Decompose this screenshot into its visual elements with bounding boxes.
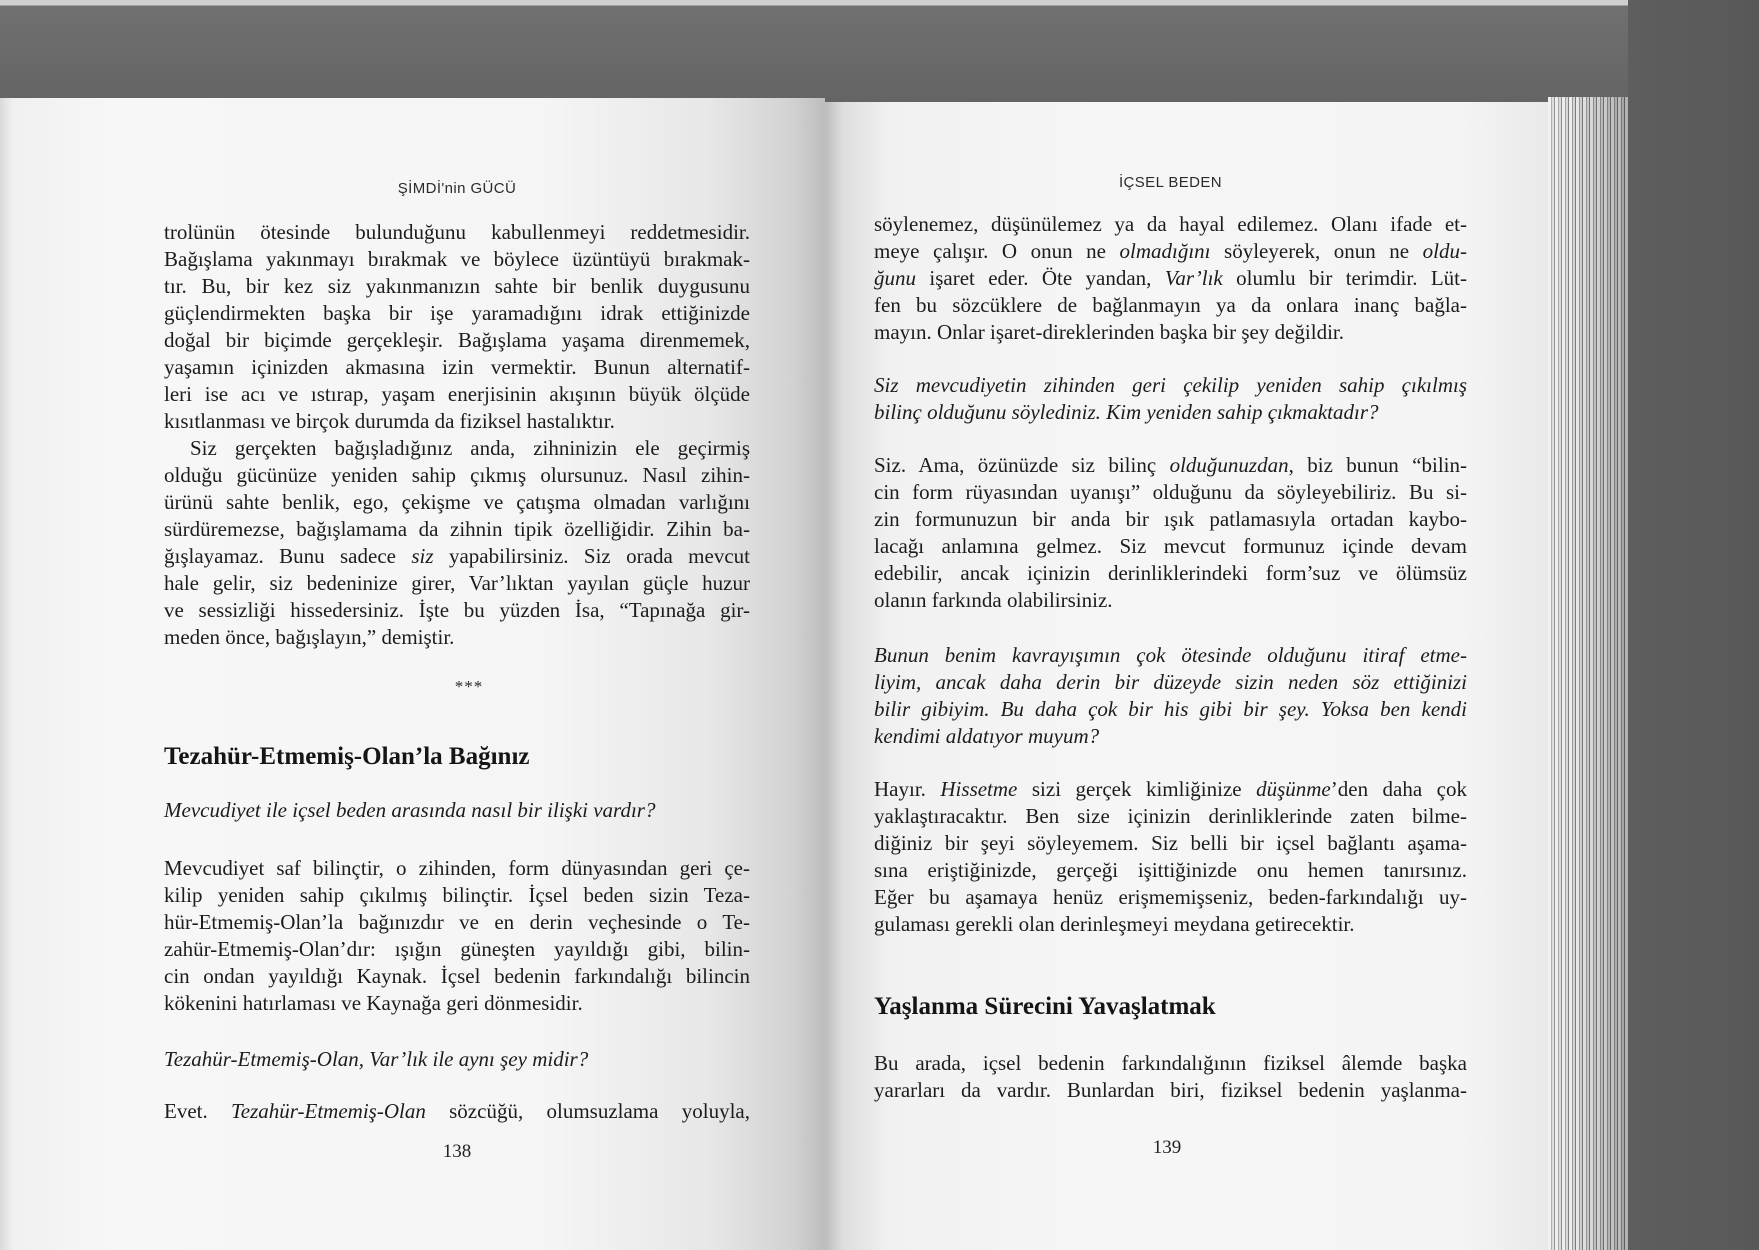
text-segment: sizi gerçek kimliğinize <box>1017 777 1257 801</box>
page-number: 139 <box>1152 1137 1182 1158</box>
text-line: güçlendirmekten başka bir işe yaramadığını idrak ettiğinizde <box>164 301 750 325</box>
text-line: kilip yeniden sahip çıkılmış bilinçtir. İçsel beden sizin Teza- <box>164 883 750 907</box>
text-segment: sözcüğü, olumsuzlama yoluyla, <box>425 1099 750 1123</box>
italic-text: Tezahür-Etmemiş-Olan <box>231 1099 426 1123</box>
text-line: lacağı anlamına gelmez. Siz mevcut formunuz içinde devam <box>874 534 1467 558</box>
italic-text: oldu- <box>1422 239 1467 263</box>
text-line: gulaması gerekli olan derinleşmeyi meydana getirecektir. <box>874 912 1355 936</box>
question: Tezahür-Etmemiş-Olan, Var’lık ile aynı şey midir? <box>164 1047 589 1071</box>
text-segment: ’den daha çok <box>1330 777 1467 801</box>
text-segment: Siz. Ama, özünüzde siz bilinç <box>874 453 1170 477</box>
text-line: Siz mevcudiyetin zihinden geri çekilip yeniden sahip çıkılmış <box>874 373 1467 397</box>
question <box>874 642 1467 750</box>
text-line: Eğer bu aşamaya henüz erişmemişseniz, beden-farkındalığı uy- <box>874 885 1467 909</box>
text-line: Bu arada, içsel bedenin farkındalığının fiziksel âlemde başka <box>874 1051 1467 1075</box>
text-line: kısıtlanması ve birçok durumda da fiziksel hastalıktır. <box>164 409 615 433</box>
text-line: zahür-Etmemiş-Olan’dır: ışığın güneşten yayıldığı gibi, bilin- <box>164 937 750 961</box>
italic-text: Hissetme <box>940 777 1018 801</box>
text-line: olduğu gücünüze yeniden sahip çıkmış olursunuz. Nasıl zihin- <box>164 463 750 487</box>
text-line: tır. Bu, bir kez siz yakınmanızın sahte bir benlik duygusunu <box>164 274 750 298</box>
text-line: meden önce, bağışlayın,” demiştir. <box>164 625 455 649</box>
section-separator: *** <box>454 677 484 696</box>
text-line <box>874 238 1467 265</box>
page-number: 138 <box>442 1141 472 1162</box>
text-line: doğal bir biçimde gerçekleşir. Bağışlama yaşama direnmemek, <box>164 328 750 352</box>
text-line: Mevcudiyet saf bilinçtir, o zihinden, form dünyasından geri çe- <box>164 856 750 880</box>
text-segment: ğışlayamaz. Bunu sadece <box>164 544 412 568</box>
answer-paragraph <box>164 855 750 1017</box>
text-line: leri ise acı ve ıstırap, yaşam enerjisinin akışının büyük ölçüde <box>164 382 750 406</box>
text-line: ve sessizliği hissedersiniz. İşte bu yüzden İsa, “Tapınağa gir- <box>164 598 750 622</box>
question: Mevcudiyet ile içsel beden arasında nasıl bir ilişki vardır? <box>164 798 656 822</box>
text-line: liyim, ancak daha derin bir düzeyde sizin neden söz ettiğinizi <box>874 670 1467 694</box>
text-line <box>874 452 1467 479</box>
text-segment: olumlu bir terimdir. Lüt- <box>1222 266 1467 290</box>
text-line: kendimi aldatıyor muyum? <box>874 724 1100 748</box>
section-heading: Tezahür-Etmemiş-Olan’la Bağınız <box>164 743 530 770</box>
text-line: olanın farkında olabilirsiniz. <box>874 588 1113 612</box>
scan-background-top <box>0 0 1759 104</box>
text-line: sürdüremezse, bağışlamama da zihnin tipik özelliğidir. Zihin ba- <box>164 517 750 541</box>
text-line: Bunun benim kavrayışımın çok ötesinde olduğunu itiraf etme- <box>874 643 1467 667</box>
text-line: bilir gibiyim. Bu daha çok bir his gibi bir şey. Yoksa ben kendi <box>874 697 1467 721</box>
text-line <box>874 265 1467 292</box>
text-segment: işaret eder. Öte yandan, <box>916 266 1165 290</box>
text-line: yararları da vardır. Bunlardan biri, fiziksel bedenin yaşlanma- <box>874 1078 1467 1102</box>
italic-text: siz <box>411 544 434 568</box>
text-line <box>164 1098 750 1125</box>
paragraph <box>164 435 750 651</box>
text-segment: söyleyerek, onun ne <box>1210 239 1423 263</box>
italic-text: Var’lık <box>1164 266 1223 290</box>
scan-background-right <box>1628 0 1759 1250</box>
text-line <box>164 543 750 570</box>
running-head-right: İÇSEL BEDEN <box>1118 174 1223 191</box>
italic-text: düşünme <box>1256 777 1331 801</box>
text-segment: , biz bunun “bilin- <box>1288 453 1467 477</box>
text-segment: yapabilirsiniz. Siz orada mevcut <box>433 544 750 568</box>
text-segment: Hayır. <box>874 777 941 801</box>
running-head-left: ŞİMDİ'nin GÜCÜ <box>397 180 517 197</box>
answer-paragraph <box>874 776 1467 938</box>
italic-text: ğunu <box>874 266 916 290</box>
text-line: Siz gerçekten bağışladığınız anda, zihninizin ele geçirmiş <box>190 436 750 460</box>
page-edges <box>1548 97 1628 1250</box>
text-line: hale gelir, siz bedeninize girer, Var’lıktan yayılan güçle huzur <box>164 571 750 595</box>
text-line: ürünü sahte benlik, ego, çekişme ve çatışma olmadan varlığını <box>164 490 750 514</box>
section-heading: Yaşlanma Sürecini Yavaşlatmak <box>874 993 1216 1020</box>
text-line: söylenemez, düşünülemez ya da hayal edilemez. Olanı ifade et- <box>874 212 1467 236</box>
text-line: kökenini hatırlaması ve Kaynağa geri dönmesidir. <box>164 991 583 1015</box>
text-segment: Evet. <box>164 1099 232 1123</box>
text-line: zin formunuzun bir anda bir ışık patlamasıyla ortadan kaybo- <box>874 507 1467 531</box>
text-line: sına eriştiğinizde, gerçeği işittiğinizde onu hemen tanırsınız. <box>874 858 1467 882</box>
text-line: hür-Etmemiş-Olan’la bağınızdır ve en derin veçhesinde o Te- <box>164 910 750 934</box>
text-line: edebilir, ancak içinizin derinliklerindeki form’suz ve ölümsüz <box>874 561 1467 585</box>
italic-text: olmadığını <box>1119 239 1211 263</box>
text-line: cin form rüyasından uyanışı” olduğunu da söyleyebiliriz. Bu si- <box>874 480 1467 504</box>
text-line: diğiniz bir şeyi söyleyemem. Siz belli bir içsel bağlantı aşama- <box>874 831 1467 855</box>
text-line: cin ondan yayıldığı Kaynak. İçsel bedenin farkındalığı bilincin <box>164 964 750 988</box>
question <box>874 372 1467 426</box>
text-line: trolünün ötesinde bulunduğunu kabullenmeyi reddetmesidir. <box>164 220 750 244</box>
text-line: Bağışlama yakınmayı bırakmak ve böylece üzüntüyü bırakmak- <box>164 247 750 271</box>
text-segment: meye çalışır. O onun ne <box>874 239 1120 263</box>
paragraph <box>164 219 750 435</box>
text-line: mayın. Onlar işaret-direklerinden başka bir şey değildir. <box>874 320 1345 344</box>
text-line: bilinç olduğunu söylediniz. Kim yeniden sahip çıkmaktadır? <box>874 400 1379 424</box>
text-line: yaklaştıracaktır. Ben size içinizin derinliklerinde zaten bilme- <box>874 804 1467 828</box>
paragraph <box>874 1050 1467 1104</box>
italic-text: olduğunuzdan <box>1169 453 1289 477</box>
answer-paragraph <box>874 452 1467 614</box>
text-line: yaşamın içinizden akmasına izin vermektir. Bunun alternatif- <box>164 355 750 379</box>
text-line: fen bu sözcüklere de bağlanmayın ya da onlara inanç bağla- <box>874 293 1467 317</box>
answer-paragraph <box>164 1098 750 1125</box>
text-line <box>874 776 1467 803</box>
answer-paragraph <box>874 211 1467 346</box>
